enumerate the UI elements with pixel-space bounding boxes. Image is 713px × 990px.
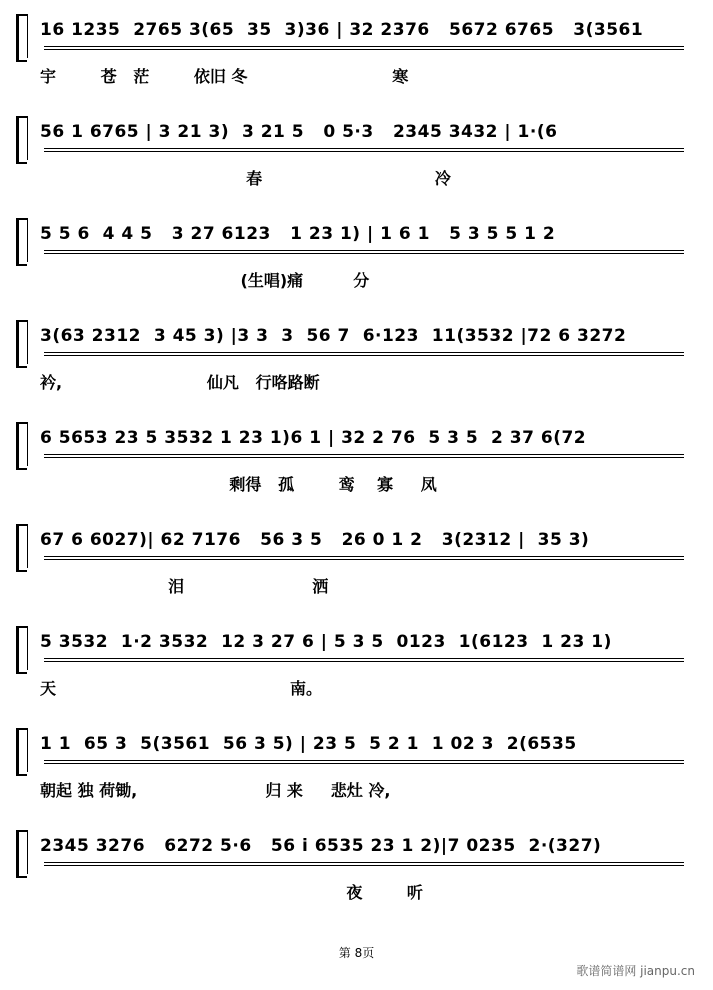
lyrics-line: 春 冷	[40, 169, 451, 188]
system-brace	[16, 320, 27, 368]
beam-underline	[44, 454, 684, 455]
jianpu-notes: 56 1 6765 | 3 21 3) 3 21 5 0 5·3 2345 3432 | 1·(6	[40, 122, 558, 142]
beam-underline	[44, 49, 684, 50]
system-brace	[16, 626, 27, 674]
system-start-barline	[27, 320, 28, 364]
lyrics-line: 宇 苍 茫 依旧 冬 寒	[40, 67, 409, 86]
lyrics-line: 泪 洒	[40, 577, 329, 596]
lyrics-line: 朝起 独 荷锄, 归 来 悲灶 冷,	[40, 781, 391, 800]
score-system	[0, 416, 713, 514]
beam-underline	[44, 556, 684, 557]
lyrics-line: 剩得 孤 鸾 寡 凤	[40, 475, 437, 494]
lyrics-line: 夜 听	[40, 883, 423, 902]
score-system	[0, 314, 713, 412]
system-start-barline	[27, 116, 28, 160]
jianpu-notes: 6 5653 23 5 3532 1 23 1)6 1 | 32 2 76 5 3 5 2 37 6(72	[40, 428, 587, 448]
beam-underline	[44, 151, 684, 152]
score-system	[0, 620, 713, 718]
beam-underline	[44, 355, 684, 356]
beam-underline	[44, 253, 684, 254]
lyrics-line: 天 南。	[40, 679, 322, 698]
score-system	[0, 518, 713, 616]
jianpu-notes: 5 5 6 4 4 5 3 27 6123 1 23 1) | 1 6 1 5 3 5 5 1 2	[40, 224, 556, 244]
beam-underline	[44, 862, 684, 863]
lyrics-line: 衿, 仙凡 行咯路断	[40, 373, 320, 392]
beam-underline	[44, 760, 684, 761]
score-system	[0, 722, 713, 820]
jianpu-notes: 5 3532 1·2 3532 12 3 27 6 | 5 3 5 0123 1(6123 1 23 1)	[40, 632, 612, 652]
system-start-barline	[27, 524, 28, 568]
beam-underline	[44, 250, 684, 251]
jianpu-notes: 3(63 2312 3 45 3) |3 3 3 56 7 6·123 11(3532 |72 6 3272	[40, 326, 627, 346]
beam-underline	[44, 763, 684, 764]
jianpu-notes: 2345 3276 6272 5·6 56 i 6535 23 1 2)|7 0235 2·(327)	[40, 836, 602, 856]
system-brace	[16, 14, 27, 62]
system-start-barline	[27, 830, 28, 874]
jianpu-notes: 1 1 65 3 5(3561 56 3 5) | 23 5 5 2 1 1 02 3 2(6535	[40, 734, 577, 754]
beam-underline	[44, 46, 684, 47]
score-system	[0, 8, 713, 106]
system-brace	[16, 218, 27, 266]
lyrics-line: (生唱)痛 分	[40, 271, 370, 290]
score-system	[0, 110, 713, 208]
jianpu-notes: 16 1235 2765 3(65 35 3)36 | 32 2376 5672 6765 3(3561	[40, 20, 644, 40]
watermark: 歌谱简谱网 jianpu.cn	[576, 964, 695, 978]
page-number: 第 8页	[338, 946, 375, 960]
beam-underline	[44, 148, 684, 149]
beam-underline	[44, 352, 684, 353]
score-system	[0, 824, 713, 922]
system-brace	[16, 830, 27, 878]
system-brace	[16, 728, 27, 776]
score-system	[0, 212, 713, 310]
system-start-barline	[27, 728, 28, 772]
beam-underline	[44, 865, 684, 866]
system-start-barline	[27, 422, 28, 466]
system-start-barline	[27, 626, 28, 670]
beam-underline	[44, 661, 684, 662]
system-start-barline	[27, 218, 28, 262]
beam-underline	[44, 658, 684, 659]
beam-underline	[44, 559, 684, 560]
system-brace	[16, 524, 27, 572]
jianpu-notes: 67 6 6027)| 62 7176 56 3 5 26 0 1 2 3(2312 | 35 3)	[40, 530, 590, 550]
system-brace	[16, 422, 27, 470]
system-start-barline	[27, 14, 28, 58]
system-brace	[16, 116, 27, 164]
beam-underline	[44, 457, 684, 458]
